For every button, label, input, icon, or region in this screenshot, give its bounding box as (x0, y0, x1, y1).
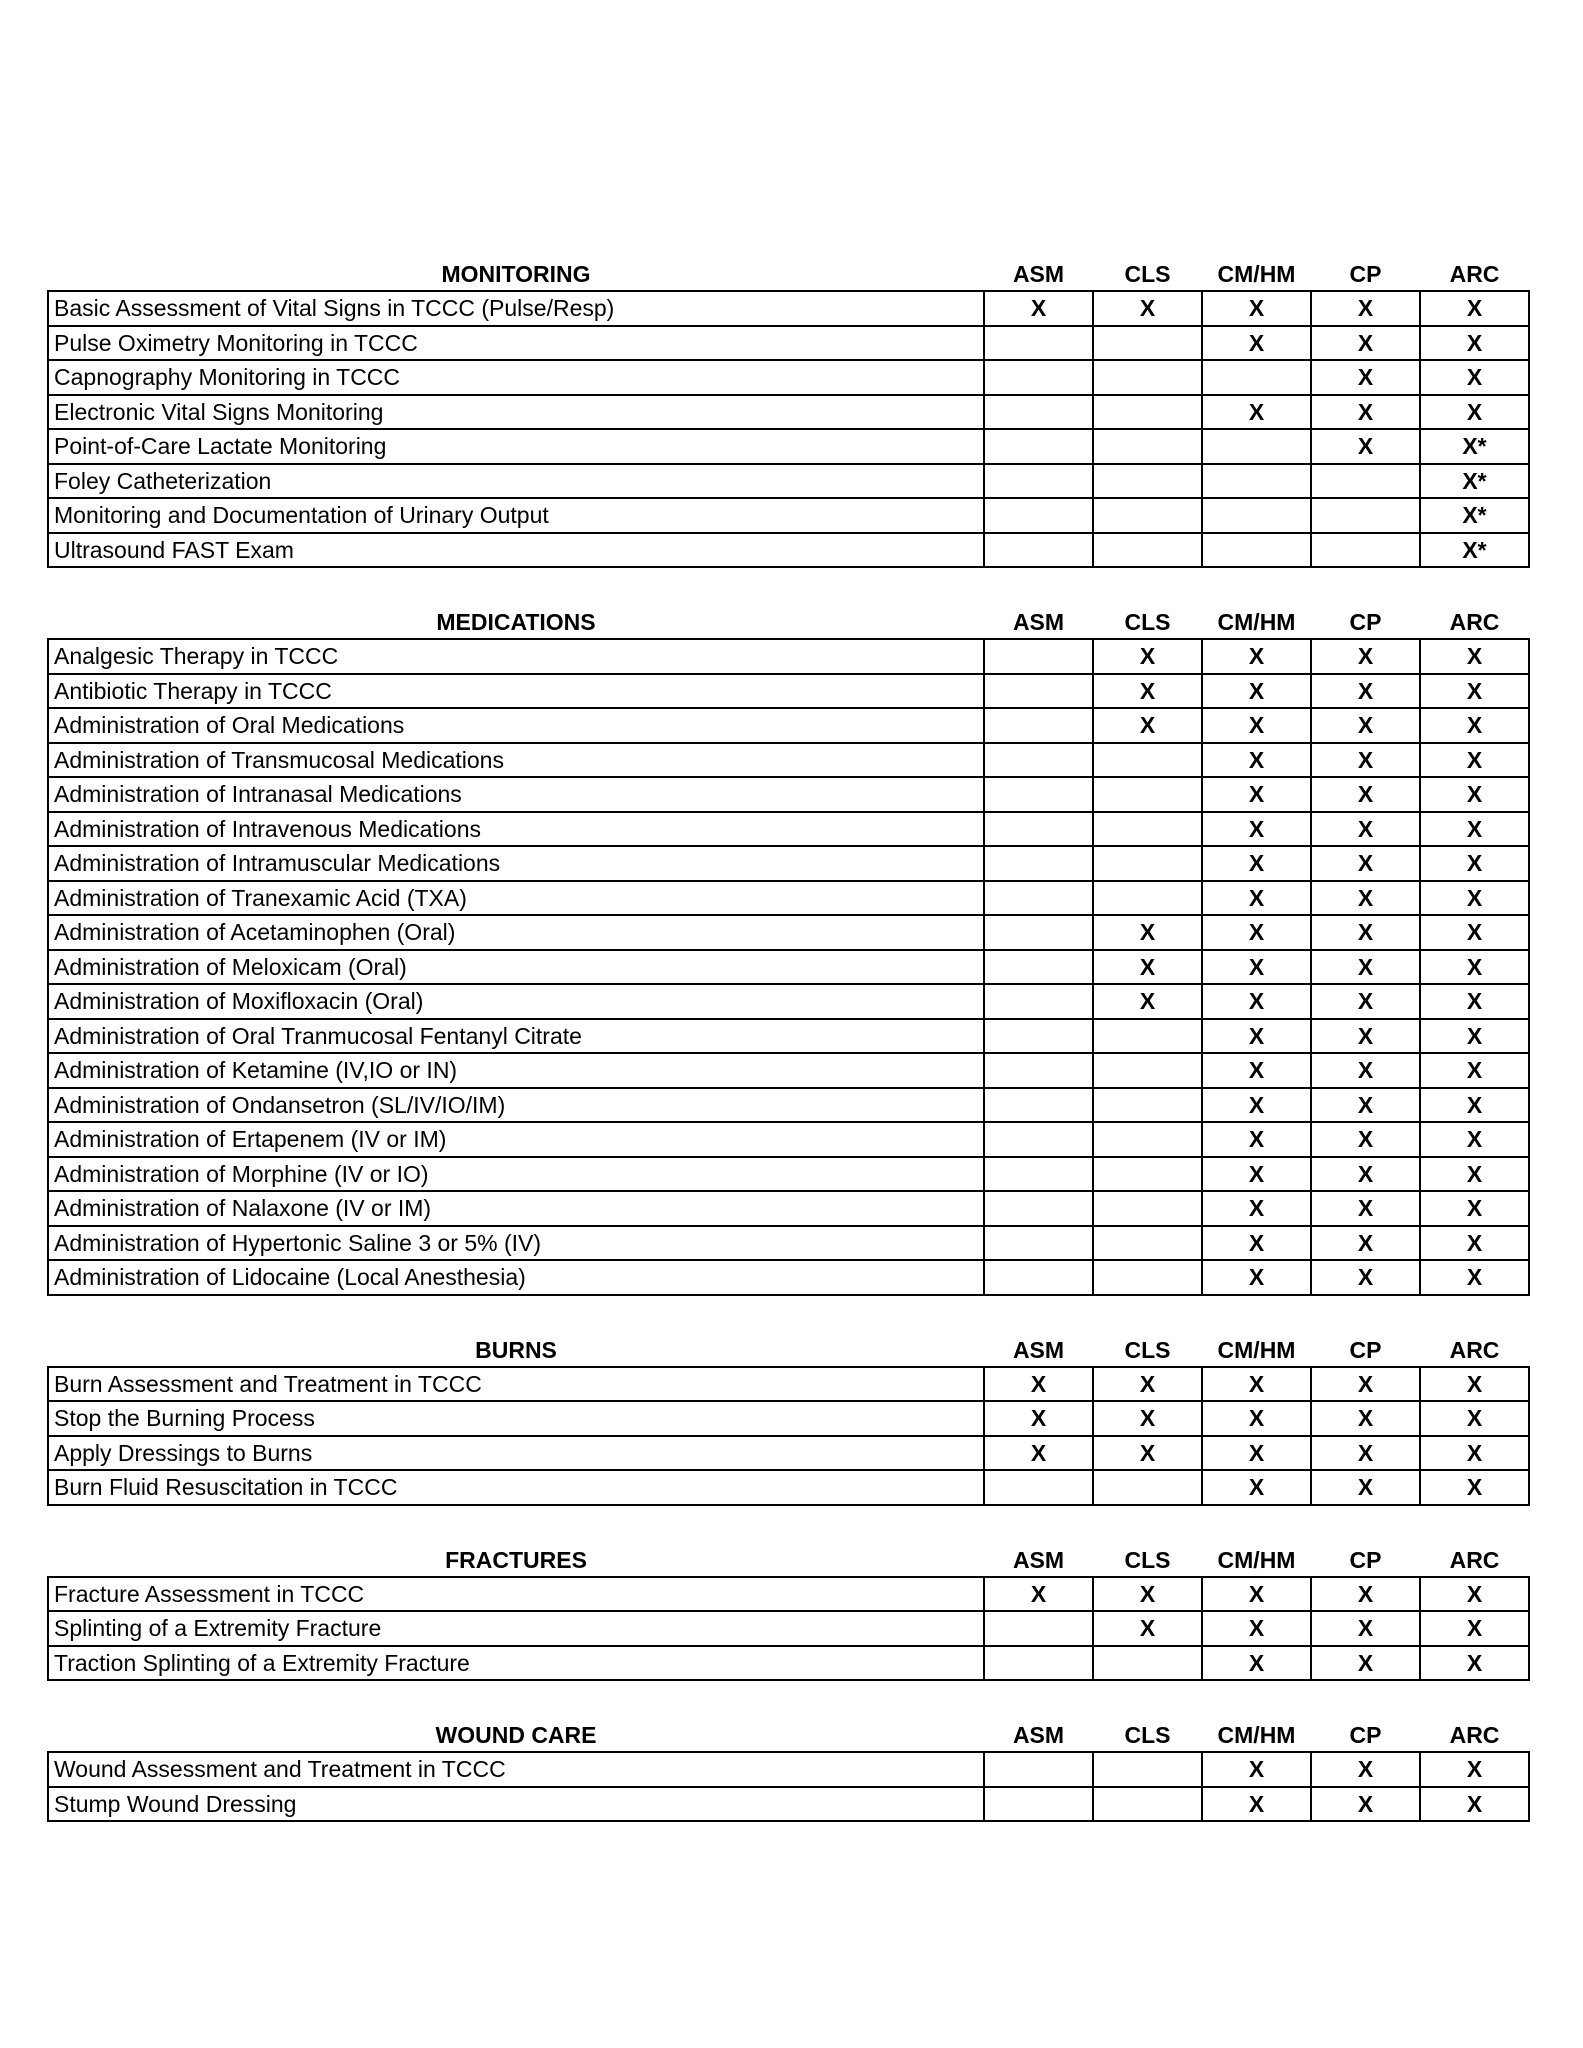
skill-name: Point-of-Care Lactate Monitoring (48, 429, 984, 464)
mark-cell-cp: X (1311, 395, 1420, 430)
column-header-cls: CLS (1124, 1722, 1171, 1748)
mark-cell-cls (1093, 533, 1202, 568)
column-header-arc: ARC (1449, 1546, 1500, 1573)
mark-cell-cp: X (1311, 1260, 1420, 1295)
mark-cell-asm (984, 639, 1093, 674)
mark-cell-asm: X (984, 1401, 1093, 1436)
mark-cell-cls: X (1093, 984, 1202, 1019)
mark-cell-asm (984, 360, 1093, 395)
mark-cell-cls (1093, 846, 1202, 881)
skill-table (47, 1330, 1530, 1506)
mark-cell-cls: X (1093, 674, 1202, 709)
mark-cell-cm-hm: X (1202, 639, 1311, 674)
mark-cell-arc: X (1420, 984, 1529, 1019)
mark-cell-cp: X (1311, 429, 1420, 464)
table-header-row (48, 1715, 1529, 1752)
table-row (48, 777, 1529, 812)
mark-cell-asm (984, 846, 1093, 881)
skill-name: Administration of Hypertonic Saline 3 or 5% (IV) (48, 1226, 984, 1261)
mark-cell-cp: X (1311, 1470, 1420, 1505)
mark-cell-cp: X (1311, 674, 1420, 709)
mark-cell-cm-hm: X (1202, 812, 1311, 847)
column-header-cp: CP (1349, 261, 1382, 287)
table-row (48, 915, 1529, 950)
skill-name: Burn Fluid Resuscitation in TCCC (48, 1470, 984, 1505)
mark-cell-cls (1093, 1226, 1202, 1261)
skills-matrix-document (47, 254, 1528, 1856)
mark-cell-arc: X (1420, 1157, 1529, 1192)
mark-cell-cls (1093, 1646, 1202, 1681)
mark-cell-cls: X (1093, 915, 1202, 950)
mark-cell-cm-hm (1202, 533, 1311, 568)
mark-cell-cp: X (1311, 915, 1420, 950)
mark-cell-cls (1093, 1157, 1202, 1192)
mark-cell-cm-hm: X (1202, 915, 1311, 950)
mark-cell-arc: X (1420, 950, 1529, 985)
mark-cell-cm-hm (1202, 498, 1311, 533)
mark-cell-cp (1311, 464, 1420, 499)
mark-cell-arc: X (1420, 1019, 1529, 1054)
skill-name: Pulse Oximetry Monitoring in TCCC (48, 326, 984, 361)
column-header-asm: ASM (1012, 261, 1065, 287)
mark-cell-cm-hm: X (1202, 1367, 1311, 1402)
mark-cell-cm-hm: X (1202, 1053, 1311, 1088)
skill-name: Ultrasound FAST Exam (48, 533, 984, 568)
mark-cell-arc: X (1420, 743, 1529, 778)
mark-cell-arc: X (1420, 360, 1529, 395)
mark-cell-asm (984, 984, 1093, 1019)
table-header-row (48, 602, 1529, 639)
mark-cell-cm-hm: X (1202, 1646, 1311, 1681)
mark-cell-cls (1093, 743, 1202, 778)
mark-cell-asm (984, 1646, 1093, 1681)
table-row (48, 1752, 1529, 1787)
mark-cell-arc: X (1420, 1053, 1529, 1088)
mark-cell-cp: X (1311, 846, 1420, 881)
table-row (48, 1611, 1529, 1646)
mark-cell-cm-hm: X (1202, 395, 1311, 430)
mark-cell-asm (984, 915, 1093, 950)
mark-cell-cls: X (1093, 708, 1202, 743)
section-title: MONITORING (441, 261, 591, 287)
skill-name: Traction Splinting of a Extremity Fracture (48, 1646, 984, 1681)
column-header-cm-hm: CM/HM (1217, 261, 1296, 287)
mark-cell-cm-hm: X (1202, 1611, 1311, 1646)
skill-name: Capnography Monitoring in TCCC (48, 360, 984, 395)
mark-cell-cm-hm (1202, 429, 1311, 464)
mark-cell-arc: X (1420, 674, 1529, 709)
mark-cell-cls (1093, 360, 1202, 395)
skill-name: Administration of Ketamine (IV,IO or IN) (48, 1053, 984, 1088)
column-header-cls: CLS (1124, 261, 1171, 287)
skill-table (47, 602, 1530, 1296)
skill-name: Administration of Oral Tranmucosal Fentanyl Citrate (48, 1019, 984, 1054)
mark-cell-cls (1093, 1088, 1202, 1123)
table-row (48, 1260, 1529, 1295)
table-row (48, 1470, 1529, 1505)
mark-cell-cp: X (1311, 1436, 1420, 1471)
mark-cell-cm-hm (1202, 464, 1311, 499)
table-row (48, 812, 1529, 847)
skill-name: Administration of Intranasal Medications (48, 777, 984, 812)
mark-cell-cm-hm: X (1202, 743, 1311, 778)
skill-section (47, 254, 1528, 568)
mark-cell-cp: X (1311, 1157, 1420, 1192)
table-row (48, 1577, 1529, 1612)
column-header-cls: CLS (1124, 1336, 1171, 1363)
mark-cell-cls: X (1093, 1577, 1202, 1612)
table-row (48, 360, 1529, 395)
mark-cell-asm (984, 812, 1093, 847)
mark-cell-asm (984, 1191, 1093, 1226)
column-header-arc: ARC (1449, 609, 1500, 635)
mark-cell-arc: X* (1420, 429, 1529, 464)
mark-cell-cm-hm: X (1202, 984, 1311, 1019)
mark-cell-asm: X (984, 291, 1093, 326)
column-header-cp: CP (1349, 1546, 1382, 1573)
skill-table (47, 254, 1530, 568)
column-header-cm-hm: CM/HM (1217, 1546, 1296, 1573)
mark-cell-arc: X (1420, 326, 1529, 361)
mark-cell-cm-hm: X (1202, 1191, 1311, 1226)
table-row (48, 1122, 1529, 1157)
table-row (48, 1646, 1529, 1681)
column-header-asm: ASM (1012, 1546, 1065, 1573)
skill-name: Basic Assessment of Vital Signs in TCCC (Pulse/Resp) (48, 291, 984, 326)
table-row (48, 1157, 1529, 1192)
mark-cell-cls (1093, 1752, 1202, 1787)
mark-cell-cls (1093, 1260, 1202, 1295)
mark-cell-arc: X (1420, 1787, 1529, 1822)
mark-cell-cls: X (1093, 291, 1202, 326)
table-row (48, 464, 1529, 499)
mark-cell-cm-hm: X (1202, 777, 1311, 812)
column-header-arc: ARC (1449, 1722, 1500, 1748)
mark-cell-arc: X (1420, 1191, 1529, 1226)
skill-name: Antibiotic Therapy in TCCC (48, 674, 984, 709)
table-row (48, 984, 1529, 1019)
mark-cell-cls (1093, 464, 1202, 499)
mark-cell-asm (984, 533, 1093, 568)
table-row (48, 1226, 1529, 1261)
skill-name: Foley Catheterization (48, 464, 984, 499)
skill-name: Stop the Burning Process (48, 1401, 984, 1436)
skill-name: Administration of Lidocaine (Local Anesthesia) (48, 1260, 984, 1295)
mark-cell-arc: X* (1420, 464, 1529, 499)
table-row (48, 1436, 1529, 1471)
section-title: BURNS (475, 1336, 557, 1363)
column-header-cm-hm: CM/HM (1217, 1722, 1296, 1748)
table-row (48, 743, 1529, 778)
table-row (48, 674, 1529, 709)
mark-cell-asm (984, 743, 1093, 778)
mark-cell-asm (984, 674, 1093, 709)
section-title: WOUND CARE (435, 1722, 597, 1748)
mark-cell-asm (984, 950, 1093, 985)
mark-cell-cp: X (1311, 1577, 1420, 1612)
table-row (48, 291, 1529, 326)
mark-cell-cm-hm: X (1202, 1401, 1311, 1436)
table-row (48, 1367, 1529, 1402)
mark-cell-arc: X (1420, 777, 1529, 812)
skill-name: Electronic Vital Signs Monitoring (48, 395, 984, 430)
mark-cell-cp: X (1311, 1191, 1420, 1226)
mark-cell-arc: X (1420, 1122, 1529, 1157)
column-header-asm: ASM (1012, 1722, 1065, 1748)
mark-cell-cp: X (1311, 812, 1420, 847)
table-row (48, 429, 1529, 464)
table-row (48, 639, 1529, 674)
mark-cell-asm (984, 1752, 1093, 1787)
skill-name: Administration of Nalaxone (IV or IM) (48, 1191, 984, 1226)
column-header-cp: CP (1349, 1722, 1382, 1748)
skill-table (47, 1715, 1530, 1822)
skill-name: Burn Assessment and Treatment in TCCC (48, 1367, 984, 1402)
mark-cell-cls (1093, 395, 1202, 430)
mark-cell-asm (984, 881, 1093, 916)
column-header-asm: ASM (1012, 1336, 1065, 1363)
mark-cell-cp (1311, 498, 1420, 533)
mark-cell-cls: X (1093, 639, 1202, 674)
skill-name: Administration of Morphine (IV or IO) (48, 1157, 984, 1192)
mark-cell-arc: X (1420, 1470, 1529, 1505)
mark-cell-cp: X (1311, 1088, 1420, 1123)
skill-name: Fracture Assessment in TCCC (48, 1577, 984, 1612)
skill-name: Administration of Tranexamic Acid (TXA) (48, 881, 984, 916)
skill-name: Monitoring and Documentation of Urinary Output (48, 498, 984, 533)
mark-cell-cm-hm: X (1202, 1226, 1311, 1261)
mark-cell-cls: X (1093, 1367, 1202, 1402)
mark-cell-asm (984, 1122, 1093, 1157)
mark-cell-cls: X (1093, 1436, 1202, 1471)
mark-cell-asm (984, 395, 1093, 430)
mark-cell-cls (1093, 1122, 1202, 1157)
mark-cell-cm-hm: X (1202, 291, 1311, 326)
mark-cell-asm (984, 1260, 1093, 1295)
mark-cell-cp (1311, 533, 1420, 568)
mark-cell-cm-hm: X (1202, 1157, 1311, 1192)
table-header-row (48, 254, 1529, 291)
skill-section (47, 602, 1528, 1296)
mark-cell-cm-hm: X (1202, 881, 1311, 916)
mark-cell-cls (1093, 812, 1202, 847)
table-row (48, 1787, 1529, 1822)
mark-cell-arc: X (1420, 395, 1529, 430)
column-header-cm-hm: CM/HM (1217, 1336, 1296, 1363)
mark-cell-arc: X (1420, 1088, 1529, 1123)
mark-cell-cm-hm: X (1202, 1752, 1311, 1787)
mark-cell-cp: X (1311, 950, 1420, 985)
mark-cell-cp: X (1311, 1646, 1420, 1681)
mark-cell-cls (1093, 1787, 1202, 1822)
mark-cell-arc: X (1420, 1577, 1529, 1612)
mark-cell-cp: X (1311, 1367, 1420, 1402)
mark-cell-arc: X (1420, 812, 1529, 847)
mark-cell-asm (984, 1088, 1093, 1123)
mark-cell-asm (984, 708, 1093, 743)
mark-cell-cm-hm: X (1202, 1577, 1311, 1612)
mark-cell-asm (984, 1053, 1093, 1088)
mark-cell-cls: X (1093, 1611, 1202, 1646)
mark-cell-cp: X (1311, 1053, 1420, 1088)
table-row (48, 950, 1529, 985)
mark-cell-arc: X (1420, 881, 1529, 916)
mark-cell-cp: X (1311, 984, 1420, 1019)
mark-cell-asm (984, 1611, 1093, 1646)
mark-cell-cm-hm: X (1202, 1019, 1311, 1054)
mark-cell-arc: X (1420, 1260, 1529, 1295)
mark-cell-cp: X (1311, 743, 1420, 778)
mark-cell-cm-hm: X (1202, 1436, 1311, 1471)
skill-name: Splinting of a Extremity Fracture (48, 1611, 984, 1646)
mark-cell-asm (984, 464, 1093, 499)
mark-cell-arc: X (1420, 846, 1529, 881)
mark-cell-cls (1093, 326, 1202, 361)
mark-cell-cls (1093, 1053, 1202, 1088)
skill-section (47, 1715, 1528, 1822)
table-row (48, 846, 1529, 881)
mark-cell-cm-hm: X (1202, 1088, 1311, 1123)
column-header-asm: ASM (1012, 609, 1065, 635)
table-row (48, 1191, 1529, 1226)
skill-name: Administration of Intramuscular Medications (48, 846, 984, 881)
mark-cell-cp: X (1311, 1401, 1420, 1436)
table-row (48, 498, 1529, 533)
section-title: FRACTURES (445, 1546, 587, 1573)
section-title: MEDICATIONS (436, 609, 596, 635)
skill-section (47, 1330, 1528, 1506)
column-header-arc: ARC (1449, 1336, 1500, 1363)
mark-cell-cm-hm: X (1202, 708, 1311, 743)
mark-cell-asm (984, 1470, 1093, 1505)
skill-name: Stump Wound Dressing (48, 1787, 984, 1822)
mark-cell-cp: X (1311, 777, 1420, 812)
mark-cell-arc: X (1420, 291, 1529, 326)
mark-cell-cm-hm: X (1202, 1122, 1311, 1157)
mark-cell-arc: X (1420, 1401, 1529, 1436)
mark-cell-arc: X (1420, 1646, 1529, 1681)
mark-cell-asm (984, 1226, 1093, 1261)
skill-table (47, 1540, 1530, 1682)
mark-cell-cp: X (1311, 1611, 1420, 1646)
skill-name: Wound Assessment and Treatment in TCCC (48, 1752, 984, 1787)
mark-cell-asm (984, 498, 1093, 533)
table-row (48, 881, 1529, 916)
table-row (48, 533, 1529, 568)
mark-cell-arc: X (1420, 1611, 1529, 1646)
skill-section (47, 1540, 1528, 1682)
mark-cell-cp: X (1311, 1226, 1420, 1261)
skill-name: Administration of Transmucosal Medications (48, 743, 984, 778)
mark-cell-cm-hm: X (1202, 1470, 1311, 1505)
mark-cell-asm (984, 429, 1093, 464)
mark-cell-arc: X (1420, 915, 1529, 950)
mark-cell-cls (1093, 1019, 1202, 1054)
skill-name: Administration of Meloxicam (Oral) (48, 950, 984, 985)
mark-cell-asm: X (984, 1367, 1093, 1402)
table-row (48, 1401, 1529, 1436)
skill-name: Administration of Moxifloxacin (Oral) (48, 984, 984, 1019)
skill-name: Administration of Oral Medications (48, 708, 984, 743)
skill-name: Administration of Ondansetron (SL/IV/IO/IM) (48, 1088, 984, 1123)
mark-cell-arc: X (1420, 1367, 1529, 1402)
mark-cell-asm: X (984, 1436, 1093, 1471)
table-header-row (48, 1540, 1529, 1577)
mark-cell-cls (1093, 881, 1202, 916)
table-row (48, 1053, 1529, 1088)
column-header-cls: CLS (1124, 1546, 1171, 1573)
column-header-arc: ARC (1449, 261, 1500, 287)
skill-name: Apply Dressings to Burns (48, 1436, 984, 1471)
mark-cell-asm (984, 777, 1093, 812)
mark-cell-asm (984, 326, 1093, 361)
table-row (48, 395, 1529, 430)
skill-name: Administration of Intravenous Medications (48, 812, 984, 847)
mark-cell-cls (1093, 429, 1202, 464)
skill-name: Administration of Acetaminophen (Oral) (48, 915, 984, 950)
skill-name: Administration of Ertapenem (IV or IM) (48, 1122, 984, 1157)
mark-cell-arc: X (1420, 639, 1529, 674)
mark-cell-cp: X (1311, 1019, 1420, 1054)
mark-cell-cp: X (1311, 1752, 1420, 1787)
column-header-cp: CP (1349, 609, 1382, 635)
mark-cell-arc: X* (1420, 533, 1529, 568)
mark-cell-cls: X (1093, 950, 1202, 985)
mark-cell-cp: X (1311, 881, 1420, 916)
mark-cell-cm-hm: X (1202, 326, 1311, 361)
mark-cell-cp: X (1311, 1122, 1420, 1157)
mark-cell-arc: X (1420, 1226, 1529, 1261)
mark-cell-cls (1093, 1470, 1202, 1505)
mark-cell-cp: X (1311, 1787, 1420, 1822)
table-row (48, 1019, 1529, 1054)
mark-cell-arc: X (1420, 708, 1529, 743)
mark-cell-cls (1093, 777, 1202, 812)
mark-cell-cp: X (1311, 291, 1420, 326)
mark-cell-asm (984, 1019, 1093, 1054)
mark-cell-asm (984, 1157, 1093, 1192)
skill-name: Analgesic Therapy in TCCC (48, 639, 984, 674)
mark-cell-cp: X (1311, 326, 1420, 361)
mark-cell-asm: X (984, 1577, 1093, 1612)
mark-cell-cm-hm: X (1202, 1260, 1311, 1295)
table-row (48, 1088, 1529, 1123)
mark-cell-cls (1093, 1191, 1202, 1226)
column-header-cm-hm: CM/HM (1217, 609, 1296, 635)
mark-cell-cm-hm: X (1202, 674, 1311, 709)
mark-cell-cls: X (1093, 1401, 1202, 1436)
table-header-row (48, 1330, 1529, 1367)
mark-cell-cm-hm: X (1202, 846, 1311, 881)
mark-cell-cp: X (1311, 360, 1420, 395)
mark-cell-cm-hm (1202, 360, 1311, 395)
table-row (48, 326, 1529, 361)
mark-cell-arc: X (1420, 1436, 1529, 1471)
mark-cell-cls (1093, 498, 1202, 533)
mark-cell-arc: X* (1420, 498, 1529, 533)
table-row (48, 708, 1529, 743)
mark-cell-cm-hm: X (1202, 1787, 1311, 1822)
mark-cell-cm-hm: X (1202, 950, 1311, 985)
mark-cell-cp: X (1311, 639, 1420, 674)
mark-cell-asm (984, 1787, 1093, 1822)
column-header-cls: CLS (1124, 609, 1171, 635)
mark-cell-arc: X (1420, 1752, 1529, 1787)
mark-cell-cp: X (1311, 708, 1420, 743)
column-header-cp: CP (1349, 1336, 1382, 1363)
